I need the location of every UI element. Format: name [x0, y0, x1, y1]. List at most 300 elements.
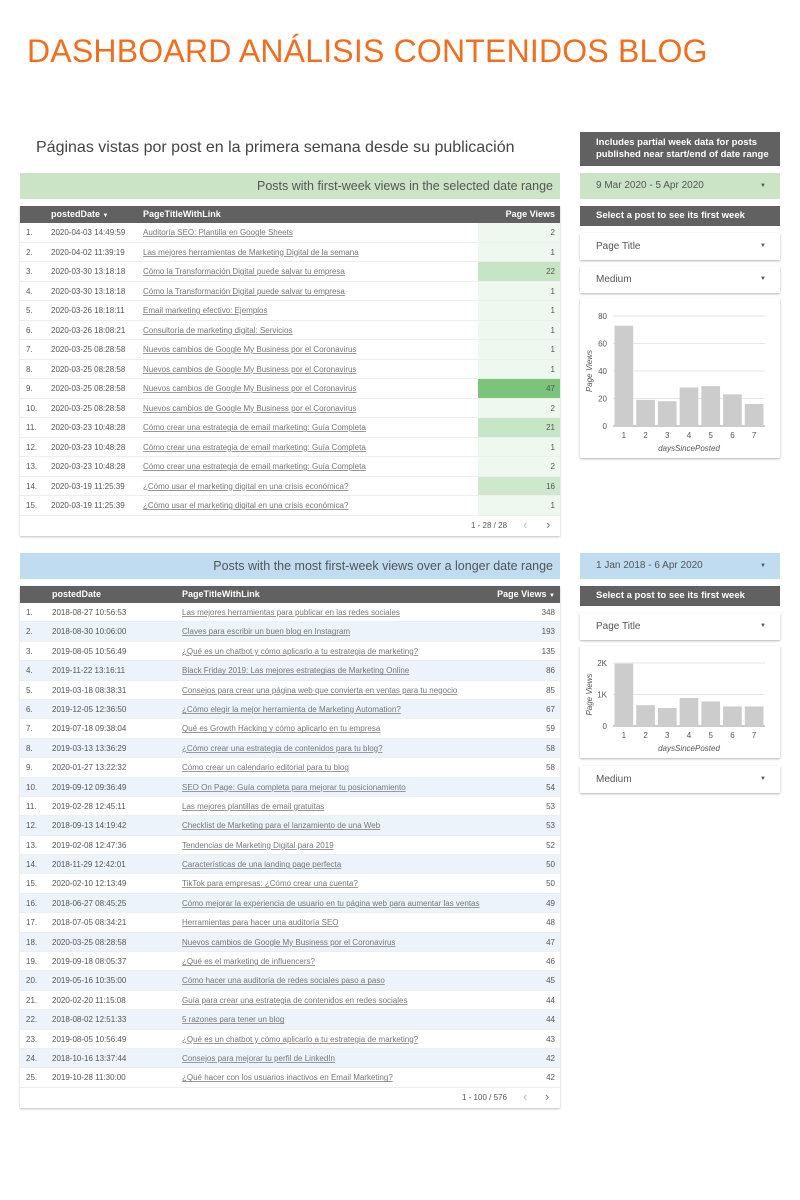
x-tick-label: 5 [708, 431, 713, 440]
posted-date-cell: 2020-01-27 13:22:32 [52, 763, 127, 773]
table-row[interactable] [20, 457, 560, 477]
row-number: 6. [26, 704, 33, 714]
row-number: 25. [26, 1073, 38, 1083]
row-number: 10. [26, 403, 38, 413]
table-row[interactable] [20, 681, 560, 700]
row-number: 18. [26, 937, 38, 947]
table-row[interactable] [20, 282, 560, 302]
page-views-cell: 42 [546, 1053, 555, 1063]
table-row[interactable] [20, 496, 560, 516]
section-heading: Páginas vistas por post en la primera semana desde su publicación [36, 139, 515, 156]
col-posted-date-label: postedDate [51, 209, 101, 219]
row-number: 4. [26, 286, 33, 296]
table-row[interactable] [20, 797, 560, 816]
page-title-link[interactable]: Consejos para mejorar tu perfil de LinkedIn [182, 1053, 335, 1063]
posted-date-cell: 2019-02-28 12:45:11 [52, 801, 126, 811]
bottom-page-title-filter[interactable] [580, 613, 780, 640]
y-tick-label: 80 [598, 312, 607, 321]
page-views-cell: 1 [550, 364, 555, 374]
row-number: 9. [26, 763, 33, 773]
x-tick-label: 3 [665, 431, 670, 440]
table-row[interactable] [20, 971, 560, 990]
page-title-link[interactable]: ¿Cómo usar el marketing digital en una crisis económica? [143, 481, 349, 491]
posted-date-cell: 2019-11-22 13:16:11 [52, 666, 126, 676]
page-views-cell: 22 [546, 267, 555, 276]
page-views-cell: 67 [546, 704, 555, 714]
table-pagination [20, 1088, 560, 1108]
page-title-link[interactable]: Tendencias de Marketing Digital para 2019 [182, 840, 334, 850]
page-views-cell: 1 [550, 247, 555, 257]
page-title-link[interactable]: Cómo crear una estrategia de email marketing: Guía Completa [143, 462, 366, 471]
posted-date-cell: 2020-03-23 10:48:28 [51, 423, 126, 432]
caret-down-icon: ▼ [760, 276, 766, 282]
posted-date-cell: 2019-03-13 13:36:29 [52, 743, 127, 753]
row-number: 8. [26, 364, 33, 374]
page-views-cell: 53 [546, 821, 555, 831]
next-page-icon[interactable]: › [546, 516, 551, 532]
x-tick-label: 1 [621, 731, 627, 740]
posted-date-cell: 2018-11-29 12:42:01 [52, 860, 126, 870]
table-header [20, 586, 560, 603]
page-views-cell: 42 [546, 1073, 555, 1083]
page-views-cell: 2 [550, 403, 555, 413]
posted-date-cell: 2020-04-03 14:49:59 [51, 228, 126, 237]
x-tick-label: 7 [751, 431, 757, 440]
page-views-cell: 46 [546, 957, 555, 967]
page-title-link[interactable]: ¿Cómo elegir la mejor herramienta de Marketing Automation? [182, 704, 401, 714]
table-row[interactable] [20, 739, 560, 758]
bottom-medium-filter[interactable] [580, 766, 780, 793]
table-row[interactable] [20, 321, 560, 341]
bottom-banner: Posts with the most first-week views over a longer date range [20, 553, 560, 579]
views-heat-cell [478, 457, 560, 476]
filter-label: Page Title [596, 621, 641, 632]
page-title-link[interactable]: SEO On Page: Guía completa para mejorar tu posicionamiento [182, 782, 406, 792]
posted-date-cell: 2019-12-05 12:36:50 [52, 704, 127, 714]
row-number: 12. [26, 442, 38, 452]
table-row[interactable] [20, 477, 560, 497]
next-page-icon[interactable]: › [545, 1088, 550, 1104]
chart-bar [701, 386, 720, 426]
table-pagination [20, 516, 560, 536]
page-title-link[interactable]: Consultoría de marketing digital: Servicios [143, 325, 293, 335]
page-title-link[interactable]: Nuevos cambios de Google My Business por el Coronavirus [143, 345, 357, 354]
bottom-first-week-chart [580, 646, 780, 758]
y-tick-label: 40 [598, 367, 607, 376]
top-banner: Posts with first-week views in the selected date range [20, 173, 560, 199]
page-views-cell: 1 [550, 345, 555, 354]
top-posts-table [20, 206, 560, 536]
x-tick-label: 2 [643, 431, 648, 440]
row-number: 5. [26, 685, 33, 695]
col-page-title[interactable]: PageTitleWithLink [182, 589, 260, 599]
table-row[interactable] [20, 778, 560, 797]
table-row[interactable] [20, 661, 560, 680]
row-number: 21. [26, 995, 38, 1005]
table-row[interactable] [20, 223, 560, 243]
row-number: 2. [26, 247, 33, 257]
top-first-week-chart [580, 298, 780, 458]
page-views-cell: 54 [546, 782, 555, 792]
col-page-views-label: Page Views [497, 589, 547, 599]
page-views-cell: 1 [550, 442, 555, 452]
row-number: 16. [26, 898, 38, 908]
caret-down-icon: ▼ [760, 776, 766, 782]
page-title-link[interactable]: Herramientas para hacer una auditoría SEO [182, 918, 339, 928]
page-title-link[interactable]: Características de una landing page perfecta [182, 860, 342, 870]
caret-down-icon: ▼ [760, 623, 766, 629]
row-number: 15. [26, 501, 38, 510]
views-heat-cell [478, 360, 560, 379]
page-views-cell: 85 [546, 685, 555, 695]
table-row[interactable] [20, 603, 560, 622]
chart-bar [745, 706, 764, 726]
page-views-cell: 47 [546, 384, 555, 393]
row-number: 6. [26, 325, 33, 335]
page-views-cell: 44 [546, 995, 555, 1005]
bar-chart [580, 646, 780, 758]
page-views-cell: 43 [546, 1034, 555, 1044]
table-row[interactable] [20, 874, 560, 893]
page-views-cell: 1 [550, 306, 555, 315]
page-title-link[interactable]: Cómo la Transformación Digital puede salvar tu empresa [143, 286, 345, 296]
row-number: 8. [26, 743, 33, 753]
posted-date-cell: 2018-06-27 08:45:25 [52, 898, 127, 908]
row-number: 7. [26, 724, 33, 734]
row-number: 2. [26, 627, 33, 637]
row-number: 22. [26, 1015, 38, 1025]
posted-date-cell: 2020-03-25 08:28:58 [51, 364, 126, 374]
chart-bar [615, 326, 634, 426]
chart-bar [745, 404, 764, 426]
row-number: 14. [26, 481, 38, 491]
row-number: 1. [26, 228, 33, 237]
table-row[interactable] [20, 399, 560, 419]
table-row[interactable] [20, 1010, 560, 1029]
views-heat-cell [478, 496, 560, 515]
page-views-cell: 52 [546, 840, 555, 850]
col-posted-date[interactable]: postedDate [52, 589, 102, 599]
chart-bar [723, 706, 742, 726]
x-axis-title: daysSincePosted [658, 444, 720, 453]
page-views-cell: 49 [546, 898, 555, 908]
table-row[interactable] [20, 894, 560, 913]
page-views-cell: 348 [541, 608, 555, 617]
x-tick-label: 6 [730, 731, 735, 740]
top-date-range-picker[interactable] [580, 173, 780, 199]
col-page-title[interactable]: PageTitleWithLink [143, 209, 221, 219]
page-views-cell: 59 [546, 724, 555, 734]
table-header [20, 206, 560, 223]
row-number: 24. [26, 1053, 38, 1063]
page-views-cell: 86 [546, 666, 555, 676]
table-row[interactable] [20, 700, 560, 719]
views-heat-cell [478, 282, 560, 301]
partial-week-note: Includes partial week data for posts published near start/end of date range [580, 132, 780, 166]
table-body [20, 603, 560, 1088]
y-axis-title: Page Views [585, 349, 594, 393]
sort-down-icon: ▼ [102, 213, 109, 219]
posted-date-cell: 2019-02-08 12:47:36 [52, 840, 127, 850]
table-row[interactable] [20, 379, 560, 399]
x-tick-label: 3 [665, 731, 670, 740]
posted-date-cell: 2018-07-05 08:34:21 [52, 918, 127, 928]
chart-bar [680, 698, 699, 726]
page-title-link[interactable]: TikTok para empresas: ¿Cómo crear una cuenta? [182, 879, 358, 889]
row-number: 13. [26, 840, 38, 850]
x-axis-title: daysSincePosted [658, 744, 720, 753]
page-views-cell: 44 [546, 1015, 555, 1025]
page-title-link[interactable]: Qué es Growth Hacking y cómo aplicarlo en tu empresa [182, 724, 381, 734]
views-heat-cell [478, 321, 560, 340]
page-title-link[interactable]: Cómo crear una estrategia de email marketing: Guía Completa [143, 442, 366, 452]
posted-date-cell: 2019-05-16 10:35:00 [52, 976, 127, 986]
posted-date-cell: 2018-10-16 13:37:44 [52, 1053, 127, 1063]
x-tick-label: 2 [643, 731, 648, 740]
table-row[interactable] [20, 642, 560, 661]
table-row[interactable] [20, 360, 560, 380]
row-number: 23. [26, 1034, 38, 1044]
row-number: 19. [26, 957, 38, 967]
x-tick-label: 7 [751, 731, 757, 740]
x-tick-label: 4 [686, 731, 692, 740]
page-title-link[interactable]: Las mejores herramientas para publicar en las redes sociales [182, 608, 400, 617]
y-tick-label: 0 [602, 722, 607, 731]
posted-date-cell: 2020-03-25 08:28:58 [51, 403, 126, 413]
table-row[interactable] [20, 243, 560, 263]
page-title-link[interactable]: Nuevos cambios de Google My Business por el Coronavirus [143, 384, 357, 393]
top-page-title-filter[interactable] [580, 233, 780, 260]
chart-bar [701, 701, 720, 726]
date-range-label: 9 Mar 2020 - 5 Apr 2020 [596, 180, 704, 191]
page-title-link[interactable]: Cómo mejorar la experiencia de usuario en tu página web para aumentar las ventas [182, 898, 480, 908]
table-row[interactable] [20, 952, 560, 971]
table-row[interactable] [20, 301, 560, 321]
views-heat-cell [478, 340, 560, 359]
row-number: 12. [26, 821, 38, 831]
page-title-link[interactable]: Nuevos cambios de Google My Business por el Coronavirus [143, 403, 357, 413]
row-number: 17. [26, 918, 38, 928]
page-title-link[interactable]: Las mejores plantillas de email gratuitas [182, 801, 325, 811]
filter-label: Medium [596, 774, 632, 785]
posted-date-cell: 2018-08-27 10:56:53 [52, 608, 127, 617]
row-number: 5. [26, 306, 33, 315]
page-views-cell: 50 [546, 860, 555, 870]
page-views-cell: 193 [541, 627, 555, 637]
table-row[interactable] [20, 262, 560, 282]
page-views-cell: 50 [546, 879, 555, 889]
page-title-link[interactable]: Email marketing efectivo: Ejemplos [143, 306, 268, 315]
table-row[interactable] [20, 340, 560, 360]
row-number: 7. [26, 345, 33, 354]
row-number: 4. [26, 666, 33, 676]
row-number: 13. [26, 462, 38, 471]
page-views-cell: 1 [550, 501, 555, 510]
y-tick-label: 20 [598, 394, 607, 404]
page-title-link[interactable]: Cómo la Transformación Digital puede salvar tu empresa [143, 267, 345, 276]
table-row[interactable] [20, 1068, 560, 1087]
posted-date-cell: 2018-08-30 10:06:00 [52, 627, 127, 637]
col-page-views[interactable]: Page Views [505, 209, 555, 219]
table-row[interactable] [20, 1030, 560, 1049]
page-views-cell: 16 [546, 481, 555, 491]
y-tick-label: 0 [602, 422, 607, 431]
sort-down-icon: ▼ [549, 593, 555, 599]
views-heat-cell [478, 223, 560, 242]
views-heat-cell [478, 243, 560, 262]
row-number: 3. [26, 646, 33, 656]
posted-date-cell: 2020-03-26 18:08:21 [51, 325, 126, 335]
date-range-label: 1 Jan 2018 - 6 Apr 2020 [596, 560, 703, 571]
pagination-text: 1 - 28 / 28 [471, 520, 508, 530]
posted-date-cell: 2020-03-19 11:25:39 [51, 481, 125, 491]
row-number: 1. [26, 608, 33, 617]
page-views-cell: 53 [546, 801, 555, 811]
posted-date-cell: 2020-03-30 13:18:18 [51, 286, 126, 296]
posted-date-cell: 2019-08-05 10:56:49 [52, 1034, 127, 1044]
caret-down-icon: ▼ [760, 243, 766, 249]
posted-date-cell: 2019-07-18 09:38:04 [52, 724, 127, 734]
page-title-link[interactable]: ¿Qué es un chatbot y cómo aplicarlo a tu estrategia de marketing? [182, 1034, 419, 1044]
page-title-link[interactable]: Guía para crear una estrategia de contenidos en redes sociales [182, 995, 408, 1005]
table-row[interactable] [20, 933, 560, 952]
page-title-link[interactable]: 5 razones para tener un blog [182, 1015, 285, 1025]
posted-date-cell: 2020-03-25 08:28:58 [51, 345, 126, 354]
prev-page-icon[interactable]: ‹ [523, 1088, 528, 1104]
page-title-link[interactable]: ¿Cómo usar el marketing digital en una crisis económica? [143, 501, 349, 510]
row-number: 20. [26, 976, 38, 986]
top-medium-filter[interactable] [580, 266, 780, 293]
table-row[interactable] [20, 1049, 560, 1068]
posted-date-cell: 2020-03-25 08:28:58 [52, 937, 127, 947]
x-tick-label: 1 [621, 431, 627, 440]
posted-date-cell: 2020-04-02 11:39:19 [51, 247, 125, 257]
page-views-cell: 1 [550, 325, 555, 335]
table-body [20, 223, 560, 516]
caret-down-icon: ▼ [760, 183, 766, 189]
table-row[interactable] [20, 991, 560, 1010]
y-tick-label: 2K [597, 659, 607, 668]
page-title-link[interactable]: Consejos para crear una página web que convierta en ventas para tu negocio [182, 685, 458, 695]
page-title-link[interactable]: Nuevos cambios de Google My Business por el Coronavirus [182, 937, 396, 947]
table-row[interactable] [20, 758, 560, 777]
page-views-cell: 45 [546, 976, 555, 986]
page-title-link[interactable]: ¿Qué hacer con los usuarios inactivos en Email Marketing? [182, 1073, 393, 1083]
y-axis-title: Page Views [585, 673, 594, 716]
posted-date-cell: 2020-03-25 08:28:58 [51, 384, 126, 393]
x-tick-label: 4 [686, 431, 692, 440]
posted-date-cell: 2019-09-12 09:36:49 [52, 782, 127, 792]
y-tick-label: 60 [598, 339, 607, 349]
posted-date-cell: 2020-03-26 18:18:11 [51, 306, 125, 315]
table-row[interactable] [20, 855, 560, 874]
table-row[interactable] [20, 816, 560, 835]
posted-date-cell: 2018-09-13 14:19:42 [52, 821, 127, 831]
page-views-cell: 58 [546, 763, 555, 773]
row-number: 15. [26, 879, 38, 889]
posted-date-cell: 2019-09-18 08:05:37 [52, 957, 127, 967]
posted-date-cell: 2019-08-05 10:56:49 [52, 646, 127, 656]
caret-down-icon: ▼ [760, 563, 766, 569]
page-title-link[interactable]: Checklist de Marketing para el lanzamiento de una Web [182, 821, 381, 831]
page-title-link[interactable]: Black Friday 2019: Las mejores estrategias de Marketing Online [182, 666, 410, 676]
posted-date-cell: 2020-02-10 12:13:49 [52, 879, 127, 889]
filter-label: Page Title [596, 241, 641, 252]
page-title-link[interactable]: Cómo hacer una auditoría de redes sociales paso a paso [182, 976, 385, 986]
page-views-cell: 1 [550, 286, 555, 296]
table-row[interactable] [20, 418, 560, 438]
page-views-cell: 58 [546, 743, 555, 753]
row-number: 11. [26, 801, 37, 811]
row-number: 14. [26, 860, 38, 870]
page-title-link[interactable]: ¿Qué es un chatbot y cómo aplicarlo a tu estrategia de marketing? [182, 646, 419, 656]
page-title-link[interactable]: Auditoría SEO: Plantilla en Google Sheets [143, 228, 293, 237]
views-heat-cell [478, 438, 560, 457]
row-number: 9. [26, 384, 33, 393]
bottom-select-post-header: Select a post to see its first week [580, 586, 780, 606]
page-title-link[interactable]: Nuevos cambios de Google My Business por el Coronavirus [143, 364, 357, 374]
bar-chart [580, 298, 780, 458]
chart-bar [636, 705, 655, 726]
posted-date-cell: 2020-03-23 10:48:28 [51, 462, 126, 471]
page-title-link[interactable]: Cómo crear un calendario editorial para tu blog [182, 763, 349, 773]
page-title-link[interactable]: Claves para escribir un buen blog en Instagram [182, 627, 351, 637]
page-views-cell: 2 [550, 462, 555, 471]
chart-bar [680, 388, 699, 427]
page-title-link[interactable]: ¿Cómo crear una estrategia de contenidos para tu blog? [182, 743, 383, 753]
page-views-cell: 135 [541, 646, 555, 656]
page-views-cell: 21 [546, 423, 555, 432]
row-number: 11. [26, 423, 37, 432]
posted-date-cell: 2020-03-30 13:18:18 [51, 267, 126, 276]
page-views-cell: 48 [546, 918, 555, 928]
page-title-link[interactable]: Cómo crear una estrategia de email marketing: Guía Completa [143, 423, 366, 432]
page-title-link[interactable]: ¿Qué es el marketing de influencers? [182, 957, 315, 967]
table-row[interactable] [20, 438, 560, 458]
row-number: 3. [26, 267, 33, 276]
filter-label: Medium [596, 274, 632, 285]
page-views-cell: 2 [550, 228, 555, 237]
views-heat-cell [478, 399, 560, 418]
chart-bar [658, 401, 677, 426]
x-tick-label: 5 [708, 731, 713, 740]
chart-bar [723, 394, 742, 426]
table-row[interactable] [20, 719, 560, 738]
y-tick-label: 1K [597, 690, 607, 700]
top-select-post-header: Select a post to see its first week [580, 206, 780, 226]
table-row[interactable] [20, 836, 560, 855]
table-row[interactable] [20, 913, 560, 932]
views-heat-cell [478, 301, 560, 320]
col-posted-date[interactable] [51, 209, 108, 219]
posted-date-cell: 2019-10-28 11:30:00 [52, 1073, 126, 1083]
prev-page-icon[interactable]: ‹ [523, 516, 528, 532]
row-number: 10. [26, 782, 38, 792]
chart-bar [615, 664, 634, 726]
posted-date-cell: 2019-03-18 08:38:31 [52, 685, 127, 695]
page-title-link[interactable]: Las mejores herramientas de Marketing Digital de la semana [143, 247, 359, 257]
table-row[interactable] [20, 622, 560, 641]
page-views-cell: 47 [546, 937, 555, 947]
posted-date-cell: 2020-03-19 11:25:39 [51, 501, 125, 510]
page-title: DASHBOARD ANÁLISIS CONTENIDOS BLOG [27, 33, 708, 69]
bottom-date-range-picker[interactable] [580, 553, 780, 579]
posted-date-cell: 2020-02-20 11:15:08 [52, 995, 126, 1005]
posted-date-cell: 2020-03-23 10:48:28 [51, 442, 126, 452]
x-tick-label: 6 [730, 431, 735, 440]
col-page-views[interactable] [497, 589, 555, 599]
pagination-text: 1 - 100 / 576 [462, 1092, 507, 1102]
